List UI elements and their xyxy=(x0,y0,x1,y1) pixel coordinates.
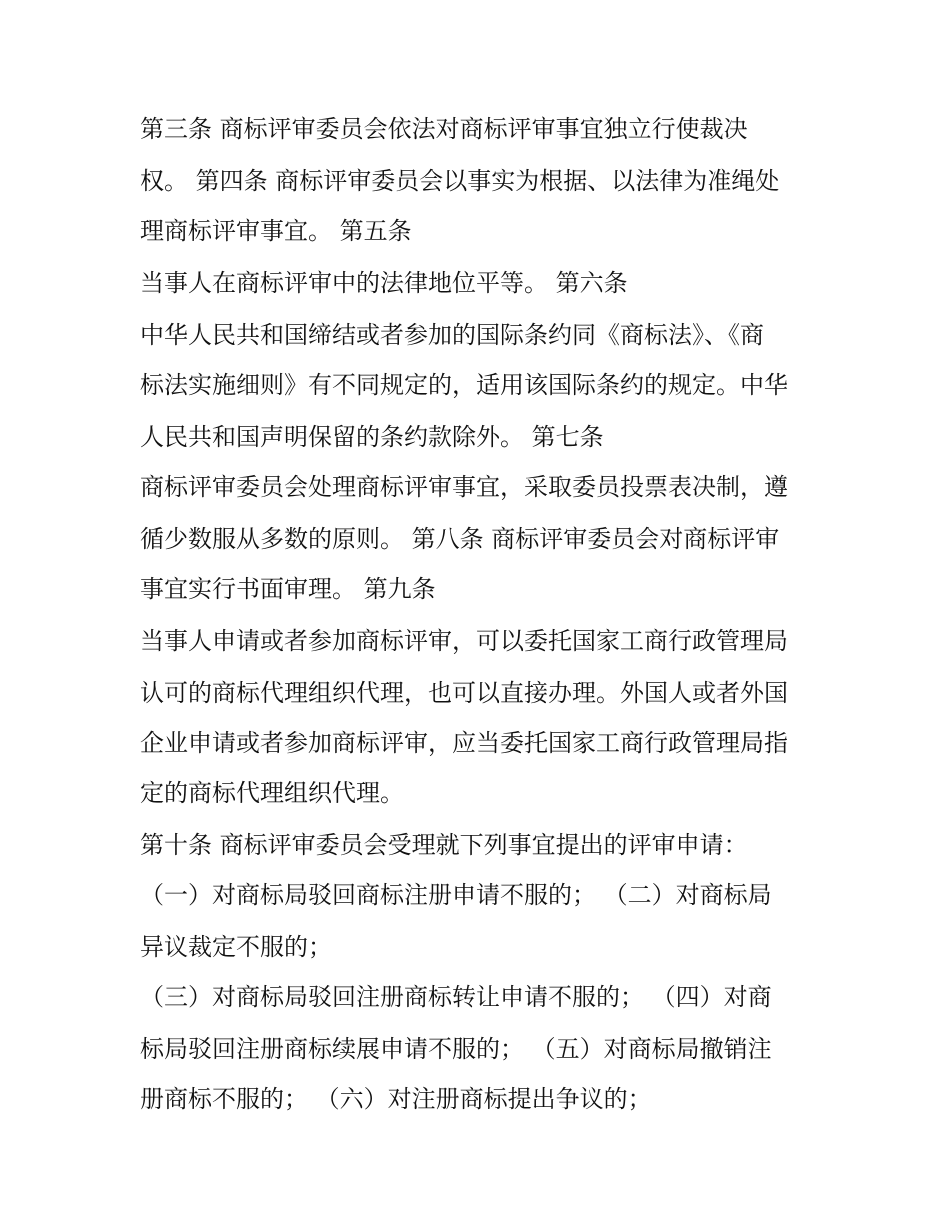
text-line: 第三条 商标评审委员会依法对商标评审事宜独立行使裁决 xyxy=(140,115,748,143)
text-line: 商标评审委员会处理商标评审事宜，采取委员投票表决制，遵 xyxy=(140,473,788,501)
text-line: 标局驳回注册商标续展申请不服的； （五）对商标局撤销注 xyxy=(140,1035,772,1063)
text-line: （一）对商标局驳回商标注册申请不服的； （二）对商标局 xyxy=(140,881,772,909)
text-line: 认可的商标代理组织代理，也可以直接办理。外国人或者外国 xyxy=(140,679,788,707)
text-line: 标法实施细则》有不同规定的，适用该国际条约的规定。中华 xyxy=(140,371,788,399)
text-line: 理商标评审事宜。 第五条 xyxy=(140,217,412,245)
text-line: 中华人民共和国缔结或者参加的国际条约同《商标法》、《商 xyxy=(140,321,764,349)
text-line: 权。 第四条 商标评审委员会以事实为根据、以法律为准绳处 xyxy=(140,167,780,195)
text-line: 企业申请或者参加商标评审，应当委托国家工商行政管理局指 xyxy=(140,729,788,757)
text-line: 异议裁定不服的； xyxy=(140,933,332,961)
text-line: 定的商标代理组织代理。 xyxy=(140,779,404,807)
text-line: 册商标不服的； （六）对注册商标提出争议的； xyxy=(140,1085,652,1113)
text-line: （三）对商标局驳回注册商标转让申请不服的； （四）对商 xyxy=(140,983,772,1011)
text-line: 当事人在商标评审中的法律地位平等。 第六条 xyxy=(140,269,628,297)
text-line: 第十条 商标评审委员会受理就下列事宜提出的评审申请： xyxy=(140,831,748,859)
text-line: 当事人申请或者参加商标评审，可以委托国家工商行政管理局 xyxy=(140,627,788,655)
text-line: 事宜实行书面审理。 第九条 xyxy=(140,575,436,603)
text-line: 人民共和国声明保留的条约款除外。 第七条 xyxy=(140,423,604,451)
text-line: 循少数服从多数的原则。 第八条 商标评审委员会对商标评审 xyxy=(140,525,780,553)
